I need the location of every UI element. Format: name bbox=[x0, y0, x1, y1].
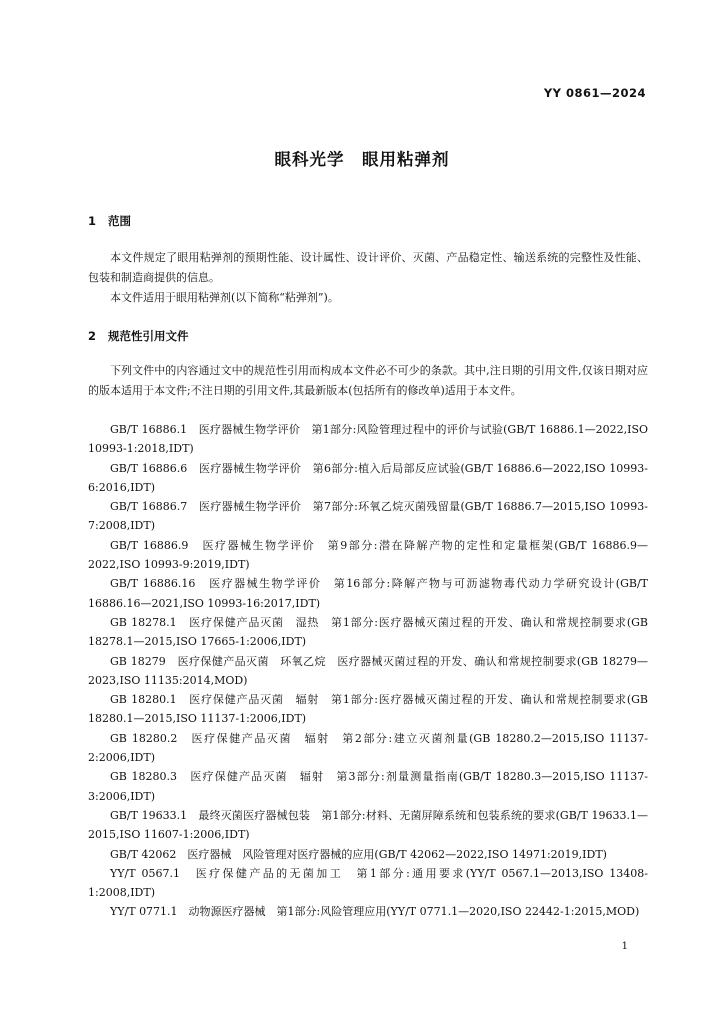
references-intro bbox=[88, 361, 648, 401]
reference-item: YY/T 0771.1 动物源医疗器械 第1部分:风险管理应用(YY/T 0771.1—2020,ISO 22442-1:2015,MOD) bbox=[110, 905, 640, 919]
reference-list bbox=[88, 420, 648, 922]
paragraph: 下列文件中的内容通过文中的规范性引用而构成本文件必不可少的条款。其中,注日期的引用文件,仅该日期对应的版本适用于本文件;不注日期的引用文件,其最新版本(包括所有的修改单)适用于本文件。 bbox=[88, 364, 648, 397]
standard-code: YY 0861—2024 bbox=[543, 86, 646, 100]
reference-item: GB/T 16886.16 医疗器械生物学评价 第16部分:降解产物与可沥滤物毒代动力学研究设计(GB/T 16886.16—2021,ISO 10993-16:2017,IDT) bbox=[88, 577, 648, 610]
paragraph: 本文件规定了眼用粘弹剂的预期性能、设计属性、设计评价、灭菌、产品稳定性、输送系统的完整性及性能、包装和制造商提供的信息。 bbox=[88, 251, 648, 284]
section-title: 规范性引用文件 bbox=[108, 329, 189, 343]
scope-body bbox=[88, 248, 648, 308]
section-number: 1 bbox=[88, 214, 97, 228]
reference-item: GB 18279 医疗保健产品灭菌 环氧乙烷 医疗器械灭菌过程的开发、确认和常规控制要求(GB 18279—2023,ISO 11135:2014,MOD) bbox=[88, 654, 648, 687]
reference-item: GB/T 16886.6 医疗器械生物学评价 第6部分:植入后局部反应试验(GB/T 16886.6—2022,ISO 10993-6:2016,IDT) bbox=[88, 461, 648, 494]
reference-item: GB/T 16886.7 医疗器械生物学评价 第7部分:环氧乙烷灭菌残留量(GB/T 16886.7—2015,ISO 10993-7:2008,IDT) bbox=[88, 500, 648, 533]
section-heading-scope bbox=[88, 213, 131, 229]
reference-item: GB 18280.1 医疗保健产品灭菌 辐射 第1部分:医疗器械灭菌过程的开发、确认和常规控制要求(GB 18280.1—2015,ISO 11137-1:2006,IDT) bbox=[88, 693, 648, 726]
paragraph: 本文件适用于眼用粘弹剂(以下简称“粘弹剂”)。 bbox=[110, 291, 339, 304]
section-heading-normative-references bbox=[88, 328, 189, 344]
section-title: 范围 bbox=[108, 214, 131, 228]
reference-item: GB/T 16886.1 医疗器械生物学评价 第1部分:风险管理过程中的评价与试验(GB/T 16886.1—2022,ISO 10993-1:2018,IDT) bbox=[88, 423, 648, 456]
reference-item: GB 18280.3 医疗保健产品灭菌 辐射 第3部分:剂量测量指南(GB/T 18280.3—2015,ISO 11137-3:2006,IDT) bbox=[88, 770, 648, 803]
reference-item: GB/T 42062 医疗器械 风险管理对医疗器械的应用(GB/T 42062—2022,ISO 14971:2019,IDT) bbox=[110, 847, 607, 861]
section-number: 2 bbox=[88, 329, 97, 343]
document-title: 眼科光学 眼用粘弹剂 bbox=[274, 150, 450, 169]
reference-item: GB 18280.2 医疗保健产品灭菌 辐射 第2部分:建立灭菌剂量(GB 18280.2—2015,ISO 11137-2:2006,IDT) bbox=[88, 731, 648, 765]
reference-item: GB 18278.1 医疗保健产品灭菌 湿热 第1部分:医疗器械灭菌过程的开发、确认和常规控制要求(GB 18278.1—2015,ISO 17665-1:2006,IDT) bbox=[88, 615, 648, 649]
reference-item: YY/T 0567.1 医疗保健产品的无菌加工 第1部分:通用要求(YY/T 0567.1—2013,ISO 13408-1:2008,IDT) bbox=[88, 866, 648, 900]
page-number: 1 bbox=[621, 941, 628, 952]
reference-item: GB/T 16886.9 医疗器械生物学评价 第9部分:潜在降解产物的定性和定量框架(GB/T 16886.9—2022,ISO 10993-9:2019,IDT) bbox=[88, 538, 648, 572]
reference-item: GB/T 19633.1 最终灭菌医疗器械包装 第1部分:材料、无菌屏障系统和包装系统的要求(GB/T 19633.1—2015,ISO 11607-1:2006,IDT) bbox=[88, 808, 648, 842]
